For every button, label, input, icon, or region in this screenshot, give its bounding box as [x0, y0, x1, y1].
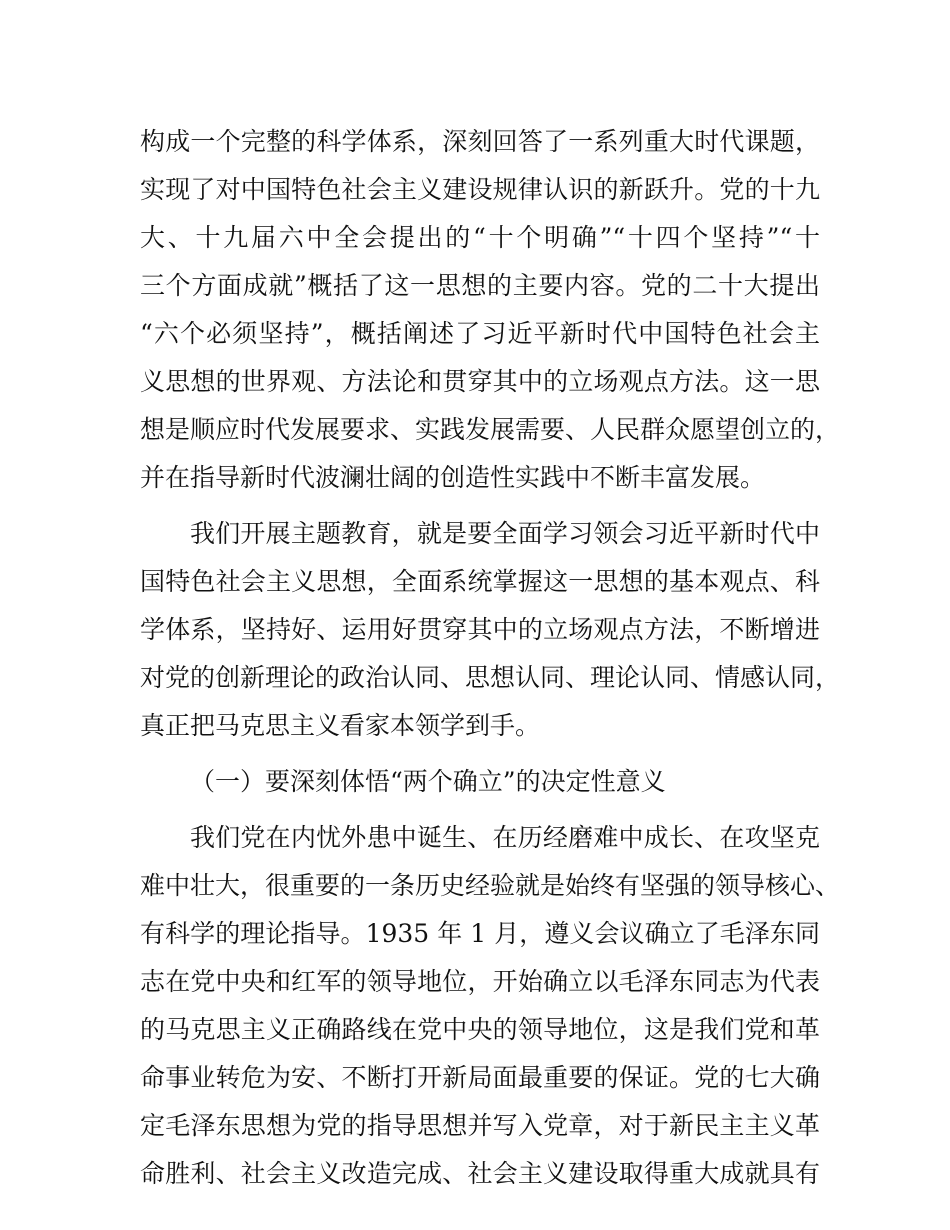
text-line: 命事业转危为安、不断打开新局面最重要的保证。党的七大确	[140, 1063, 820, 1092]
text-line: 想是顺应时代发展要求、实践发展需要、人民群众愿望创立的，	[140, 415, 841, 444]
paragraph-gap	[140, 502, 820, 510]
paragraph	[140, 510, 841, 750]
text-line: 国特色社会主义思想，全面系统掌握这一思想的基本观点、科	[140, 567, 820, 596]
text-line: 并在指导新时代波澜壮阔的创造性实践中不断丰富发展。	[140, 463, 766, 492]
text-line: 的马克思主义正确路线在党中央的领导地位，这是我们党和革	[140, 1015, 820, 1044]
paragraph	[140, 814, 841, 1198]
text-line: “六个必须坚持”，概括阐述了习近平新时代中国特色社会主	[140, 319, 820, 348]
text-line: 有科学的理论指导。1935 年 1 月，遵义会议确立了毛泽东同	[140, 919, 820, 948]
text-line: 定毛泽东思想为党的指导思想并写入党章，对于新民主主义革	[140, 1111, 820, 1140]
section-heading: （一）要深刻体悟“两个确立”的决定性意义	[190, 767, 666, 796]
document-body	[140, 118, 841, 1198]
text-line: 命胜利、社会主义改造完成、社会主义建设取得重大成就具有	[140, 1159, 820, 1188]
paragraph-gap	[140, 806, 820, 814]
text-line: 义思想的世界观、方法论和贯穿其中的立场观点方法。这一思	[140, 367, 820, 396]
text-line: 实现了对中国特色社会主义建设规律认识的新跃升。党的十九	[140, 175, 820, 204]
text-line: 难中壮大，很重要的一条历史经验就是始终有坚强的领导核心、	[140, 871, 841, 900]
text-line: 志在党中央和红军的领导地位，开始确立以毛泽东同志为代表	[140, 967, 820, 996]
text-line: 我们开展主题教育，就是要全面学习领会习近平新时代中	[190, 519, 820, 548]
text-line: 大、十九届六中全会提出的“十个明确”“十四个坚持”“十	[140, 223, 820, 252]
text-line: 我们党在内忧外患中诞生、在历经磨难中成长、在攻坚克	[190, 823, 820, 852]
paragraph-gap	[140, 750, 820, 758]
text-line: 对党的创新理论的政治认同、思想认同、理论认同、情感认同，	[140, 663, 841, 692]
text-line: 学体系，坚持好、运用好贯穿其中的立场观点方法，不断增进	[140, 615, 820, 644]
text-line: 真正把马克思主义看家本领学到手。	[140, 711, 541, 740]
paragraph	[140, 118, 841, 502]
text-line: 三个方面成就”概括了这一思想的主要内容。党的二十大提出	[140, 271, 820, 300]
text-line: 构成一个完整的科学体系，深刻回答了一系列重大时代课题，	[140, 127, 820, 156]
